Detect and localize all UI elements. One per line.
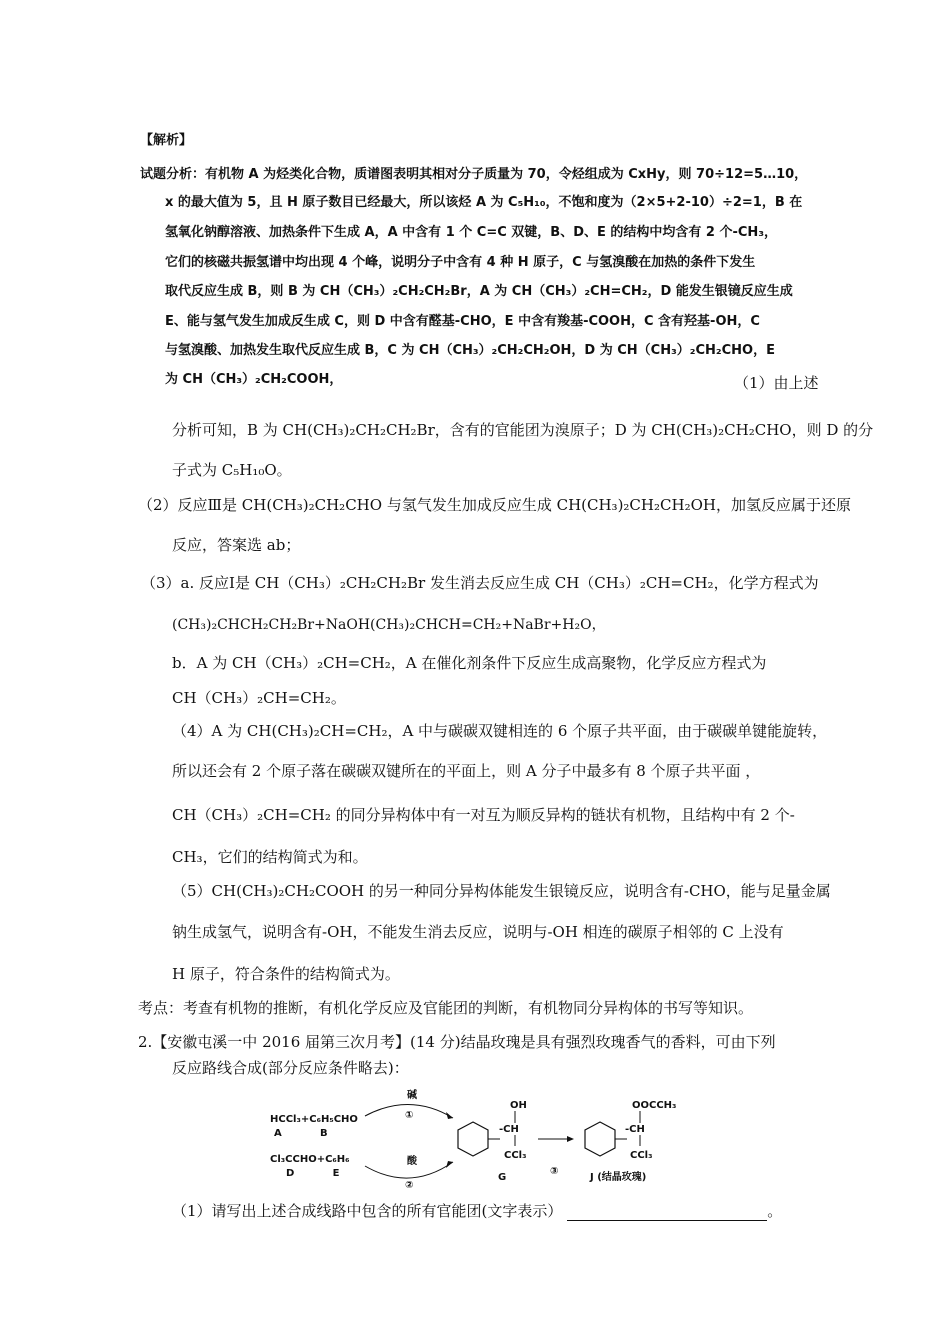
sub-question-1 xyxy=(172,1200,782,1221)
product-label-g: G xyxy=(498,1172,507,1183)
answer-line: 子式为 C₅H₁₀O。 xyxy=(172,461,292,479)
condition-base: 碱 xyxy=(407,1090,417,1101)
answer-line: CH（CH₃）₂CH=CH₂。 xyxy=(172,689,346,707)
reaction-scheme xyxy=(270,1088,690,1198)
j-ccl3: CCl₃ xyxy=(630,1150,653,1161)
question-2-stem: 2.【安徽屯溪一中 2016 届第三次月考】(14 分)结晶玫瑰是具有强烈玫瑰香气的香料，可由下列 xyxy=(138,1033,776,1051)
g-oh: OH xyxy=(510,1100,527,1111)
answer-line: H 原子，符合条件的结构简式为。 xyxy=(172,965,400,983)
kaodian: 考点：考查有机物的推断，有机化学反应及官能团的判断，有机物同分异构体的书写等知识。 xyxy=(138,999,754,1017)
analysis-line: 试题分析：有机物 A 为烃类化合物，质谱图表明其相对分子质量为 70，令烃组成为 CxHy，则 70÷12=5…10， xyxy=(140,167,808,182)
analysis-line: 与氢溴酸、加热发生取代反应生成 B，C 为 CH（CH₃）₂CH₂CH₂OH，D 为 CH（CH₃）₂CH₂CHO，E xyxy=(165,343,775,358)
analysis-line: 取代反应生成 B，则 B 为 CH（CH₃）₂CH₂CH₂Br，A 为 CH（CH₃）₂CH=CH₂，D 能发生银镜反应生成 xyxy=(165,284,793,299)
g-ccl3: CCl₃ xyxy=(504,1150,527,1161)
g-ch: -CH xyxy=(499,1124,519,1135)
j-ch: -CH xyxy=(625,1124,645,1135)
answer-line: b．A 为 CH（CH₃）₂CH=CH₂，A 在催化剂条件下反应生成高聚物，化学反应方程式为 xyxy=(172,654,767,672)
answer-line: 分析可知，B 为 CH(CH₃)₂CH₂CH₂Br，含有的官能团为溴原子；D 为 CH(CH₃)₂CH₂CHO，则 D 的分 xyxy=(172,421,874,439)
product-label-j: J (结晶玫瑰) xyxy=(590,1172,647,1183)
answer-line: 钠生成氢气，说明含有-OH，不能发生消去反应，说明与-OH 相连的碳原子相邻的 C 上没有 xyxy=(172,923,784,941)
equation-line: (CH₃)₂CHCH₂CH₂Br+NaOH(CH₃)₂CHCH=CH₂+NaBr+H₂O， xyxy=(172,617,606,633)
answer-line: 所以还会有 2 个原子落在碳碳双键所在的平面上，则 A 分子中最多有 8 个原子共平面 ， xyxy=(172,762,761,780)
answer-blank[interactable] xyxy=(567,1206,767,1221)
analysis-line: 它们的核磁共振氢谱中均出现 4 个峰，说明分子中含有 4 种 H 原子，C 与氢溴酸在加热的条件下发生 xyxy=(165,255,756,270)
benzene-ring-g xyxy=(458,1122,488,1156)
benzene-ring-j xyxy=(585,1122,615,1156)
answer-line: （2）反应Ⅲ是 CH(CH₃)₂CH₂CHO 与氢气发生加成反应生成 CH(CH₃)₂CH₂CH₂OH，加氢反应属于还原 xyxy=(138,496,851,514)
answer-line: 反应，答案选 ab； xyxy=(172,536,301,554)
answer-line: CH₃，它们的结构简式为和。 xyxy=(172,848,368,866)
step-1-label: ① xyxy=(405,1110,414,1121)
reactants-de: Cl₃CCHO+C₆H₆ xyxy=(270,1154,350,1165)
reactant-labels-ab: A B xyxy=(274,1128,328,1139)
condition-acid: 酸 xyxy=(407,1156,417,1167)
reactant-labels-de: D E xyxy=(286,1168,340,1179)
answer-line: （4）A 为 CH(CH₃)₂CH=CH₂，A 中与碳碳双键相连的 6 个原子共平面，由于碳碳单键能旋转， xyxy=(172,722,828,740)
analysis-header: 【解析】 xyxy=(140,133,193,148)
j-ester: OOCCH₃ xyxy=(632,1100,677,1111)
reactants-ab: HCCl₃+C₆H₅CHO xyxy=(270,1114,358,1125)
question-2-stem-cont: 反应路线合成(部分反应条件略去)： xyxy=(172,1059,409,1077)
analysis-line: E、能与氢气发生加成反生成 C，则 D 中含有醛基-CHO，E 中含有羧基-COOH，C 含有羟基-OH，C xyxy=(165,314,760,329)
step-2-label: ② xyxy=(405,1180,414,1191)
analysis-line: x 的最大值为 5，且 H 原子数目已经最大，所以该烃 A 为 C₅H₁₀，不饱和度为（2×5+2-10）÷2=1，B 在 xyxy=(165,195,803,210)
answer-line: CH（CH₃）₂CH=CH₂ 的同分异构体中有一对互为顺反异构的链状有机物，且结构中有 2 个- xyxy=(172,806,795,824)
sub-question-1-text: （1）请写出上述合成线路中包含的所有官能团(文字表示） xyxy=(172,1202,563,1220)
sub-question-1-end: 。 xyxy=(767,1202,783,1220)
analysis-line: 氢氧化钠醇溶液、加热条件下生成 A，A 中含有 1 个 C=C 双键，B、D、E 的结构中均含有 2 个-CH₃， xyxy=(165,225,778,240)
q1-label: （1）由上述 xyxy=(734,374,819,392)
step-3-label: ③ xyxy=(550,1166,559,1177)
answer-line: （3）a. 反应Ⅰ是 CH（CH₃）₂CH₂CH₂Br 发生消去反应生成 CH（CH₃）₂CH=CH₂，化学方程式为 xyxy=(141,574,819,592)
answer-line: （5）CH(CH₃)₂CH₂COOH 的另一种同分异构体能发生银镜反应，说明含有-CHO，能与足量金属 xyxy=(172,882,831,900)
analysis-line: 为 CH（CH₃）₂CH₂COOH， xyxy=(165,372,343,387)
